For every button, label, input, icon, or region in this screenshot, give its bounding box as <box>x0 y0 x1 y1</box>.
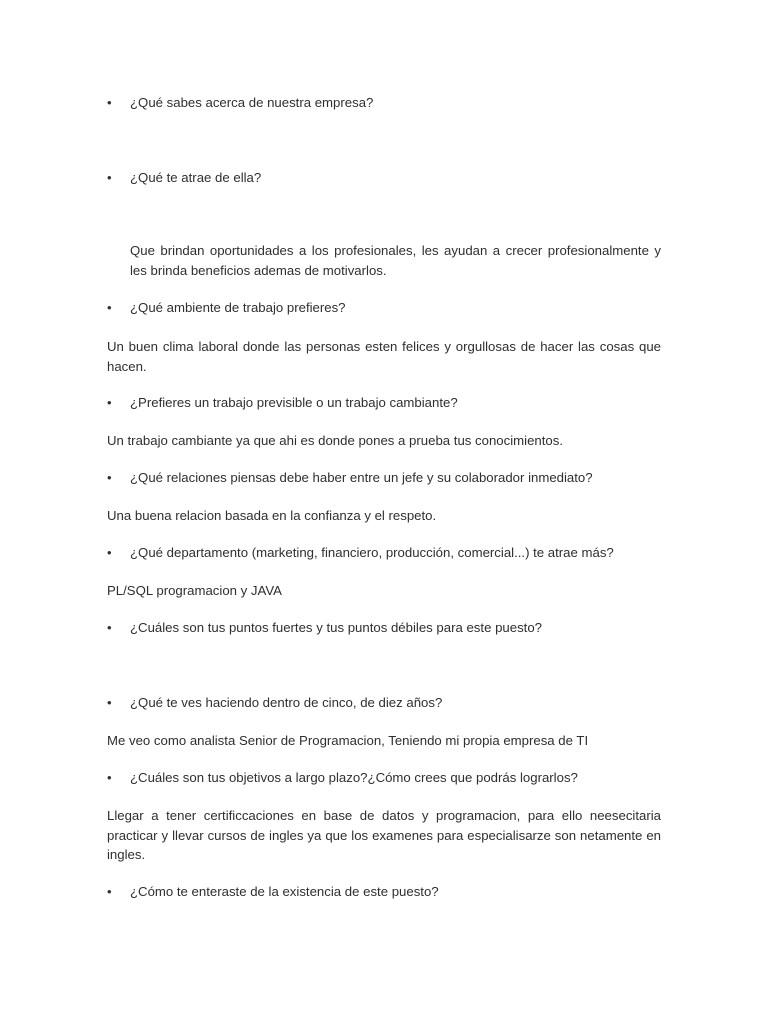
answer-paragraph: Un trabajo cambiante ya que ahi es donde pones a prueba tus conocimientos. <box>107 433 563 448</box>
question-item: • ¿Qué te ves haciendo dentro de cinco, de diez años? <box>107 693 684 713</box>
question-item: • ¿Cuáles son tus puntos fuertes y tus puntos débiles para este puesto? <box>107 618 684 638</box>
answer-paragraph: Llegar a tener certificcaciones en base de datos y programacion, para ello neesecitaria practicar y llevar cursos de ingles ya que los examenes para especialisarze son netamente en ingles. <box>107 808 661 862</box>
answer-paragraph: Que brindan oportunidades a los profesionales, les ayudan a crecer profesionalmente y les brinda beneficios ademas de motivarlos. <box>130 243 661 278</box>
question-item: • ¿Cómo te enteraste de la existencia de este puesto? <box>107 882 684 902</box>
question-item: • ¿Cuáles son tus objetivos a largo plazo?¿Cómo crees que podrás lograrlos? <box>107 768 684 788</box>
question-item: • ¿Qué departamento (marketing, financiero, producción, comercial...) te atrae más? <box>107 543 684 563</box>
answer-paragraph: Una buena relacion basada en la confianza y el respeto. <box>107 508 437 523</box>
question-item: • ¿Qué sabes acerca de nuestra empresa? <box>107 93 684 113</box>
answer-paragraph: Un buen clima laboral donde las personas esten felices y orgullosas de hacer las cosas que hacen. <box>107 339 661 374</box>
question-item: • ¿Qué te atrae de ella? <box>107 168 684 188</box>
question-item: • ¿Prefieres un trabajo previsible o un trabajo cambiante? <box>107 393 684 413</box>
question-item: • ¿Qué relaciones piensas debe haber entre un jefe y su colaborador inmediato? <box>107 468 684 488</box>
question-item: • ¿Qué ambiente de trabajo prefieres? <box>107 298 684 318</box>
answer-paragraph: Me veo como analista Senior de Programacion, Teniendo mi propia empresa de TI <box>107 733 589 748</box>
answer-paragraph: PL/SQL programacion y JAVA <box>107 583 282 598</box>
